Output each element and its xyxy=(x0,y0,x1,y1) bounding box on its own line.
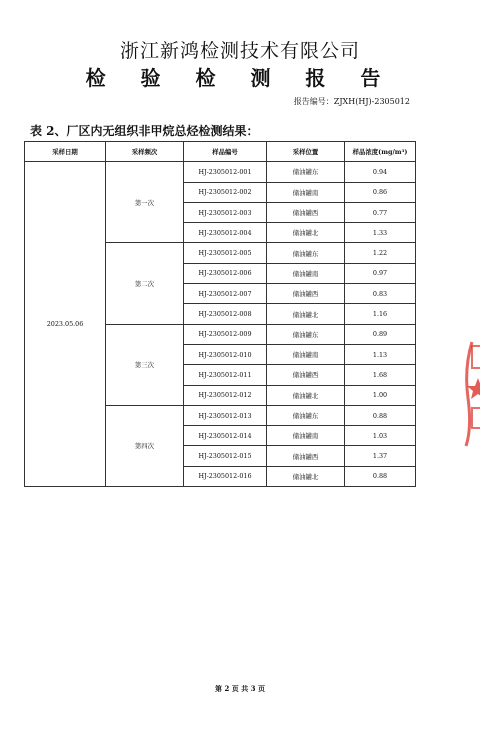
sampling-location-cell: 储油罐南 xyxy=(267,426,345,446)
column-header-concentration: 样品浓度(mg/m³) xyxy=(345,142,416,162)
sampling-frequency-cell: 第一次 xyxy=(106,162,184,243)
sampling-frequency-cell: 第四次 xyxy=(106,405,184,486)
sampling-location-cell: 储油罐东 xyxy=(267,243,345,263)
sampling-frequency-cell: 第三次 xyxy=(106,324,184,405)
report-title: 检 验 检 测 报 告 xyxy=(85,66,395,90)
sample-id-cell: HJ-2305012-004 xyxy=(184,223,267,243)
table-row xyxy=(25,162,416,182)
sample-id-cell: HJ-2305012-014 xyxy=(184,426,267,446)
column-header-date: 采样日期 xyxy=(25,142,106,162)
sampling-location-cell: 储油罐西 xyxy=(267,446,345,466)
sampling-location-cell: 储油罐西 xyxy=(267,365,345,385)
sample-id-cell: HJ-2305012-003 xyxy=(184,202,267,222)
page-footer: 第 2 页 共 3 页 xyxy=(215,684,265,693)
official-seal-stamp xyxy=(458,338,480,448)
concentration-cell: 1.37 xyxy=(345,446,416,466)
sample-id-cell: HJ-2305012-005 xyxy=(184,243,267,263)
sampling-frequency-cell: 第二次 xyxy=(106,243,184,324)
concentration-cell: 0.83 xyxy=(345,284,416,304)
company-name: 浙江新鸿检测技术有限公司 xyxy=(119,40,360,62)
sampling-date-cell: 2023.05.06 xyxy=(25,162,106,487)
concentration-cell: 1.03 xyxy=(345,426,416,446)
column-header-location: 采样位置 xyxy=(267,142,345,162)
sampling-location-cell: 储油罐东 xyxy=(267,324,345,344)
sample-id-cell: HJ-2305012-012 xyxy=(184,385,267,405)
sampling-location-cell: 储油罐北 xyxy=(267,304,345,324)
sample-id-cell: HJ-2305012-013 xyxy=(184,405,267,425)
column-header-sample-id: 样品编号 xyxy=(184,142,267,162)
column-header-frequency: 采样频次 xyxy=(106,142,184,162)
concentration-cell: 1.22 xyxy=(345,243,416,263)
sample-id-cell: HJ-2305012-016 xyxy=(184,466,267,486)
sampling-location-cell: 储油罐北 xyxy=(267,466,345,486)
concentration-cell: 1.68 xyxy=(345,365,416,385)
sample-id-cell: HJ-2305012-007 xyxy=(184,284,267,304)
concentration-cell: 1.13 xyxy=(345,344,416,364)
sample-id-cell: HJ-2305012-009 xyxy=(184,324,267,344)
concentration-cell: 0.86 xyxy=(345,182,416,202)
concentration-cell: 1.16 xyxy=(345,304,416,324)
concentration-cell: 0.77 xyxy=(345,202,416,222)
table-heading: 表 2、厂区内无组织非甲烷总烃检测结果： xyxy=(30,124,259,138)
sampling-location-cell: 储油罐西 xyxy=(267,284,345,304)
table-header-row xyxy=(25,142,416,162)
concentration-cell: 0.94 xyxy=(345,162,416,182)
sample-id-cell: HJ-2305012-011 xyxy=(184,365,267,385)
sample-id-cell: HJ-2305012-015 xyxy=(184,446,267,466)
sample-id-cell: HJ-2305012-010 xyxy=(184,344,267,364)
results-table xyxy=(24,141,416,487)
sample-id-cell: HJ-2305012-006 xyxy=(184,263,267,283)
concentration-cell: 1.00 xyxy=(345,385,416,405)
table-body xyxy=(25,162,416,487)
concentration-cell: 0.89 xyxy=(345,324,416,344)
sampling-location-cell: 储油罐东 xyxy=(267,162,345,182)
sampling-location-cell: 储油罐西 xyxy=(267,202,345,222)
results-table-container xyxy=(24,141,415,487)
sample-id-cell: HJ-2305012-008 xyxy=(184,304,267,324)
concentration-cell: 1.33 xyxy=(345,223,416,243)
sampling-location-cell: 储油罐南 xyxy=(267,263,345,283)
concentration-cell: 0.97 xyxy=(345,263,416,283)
sampling-location-cell: 储油罐南 xyxy=(267,344,345,364)
sampling-location-cell: 储油罐南 xyxy=(267,182,345,202)
sampling-location-cell: 储油罐北 xyxy=(267,385,345,405)
report-number: 报告编号：ZJXH(HJ)-2305012 xyxy=(293,97,410,106)
concentration-cell: 0.88 xyxy=(345,466,416,486)
concentration-cell: 0.88 xyxy=(345,405,416,425)
sample-id-cell: HJ-2305012-001 xyxy=(184,162,267,182)
sampling-location-cell: 储油罐东 xyxy=(267,405,345,425)
sampling-location-cell: 储油罐北 xyxy=(267,223,345,243)
sample-id-cell: HJ-2305012-002 xyxy=(184,182,267,202)
